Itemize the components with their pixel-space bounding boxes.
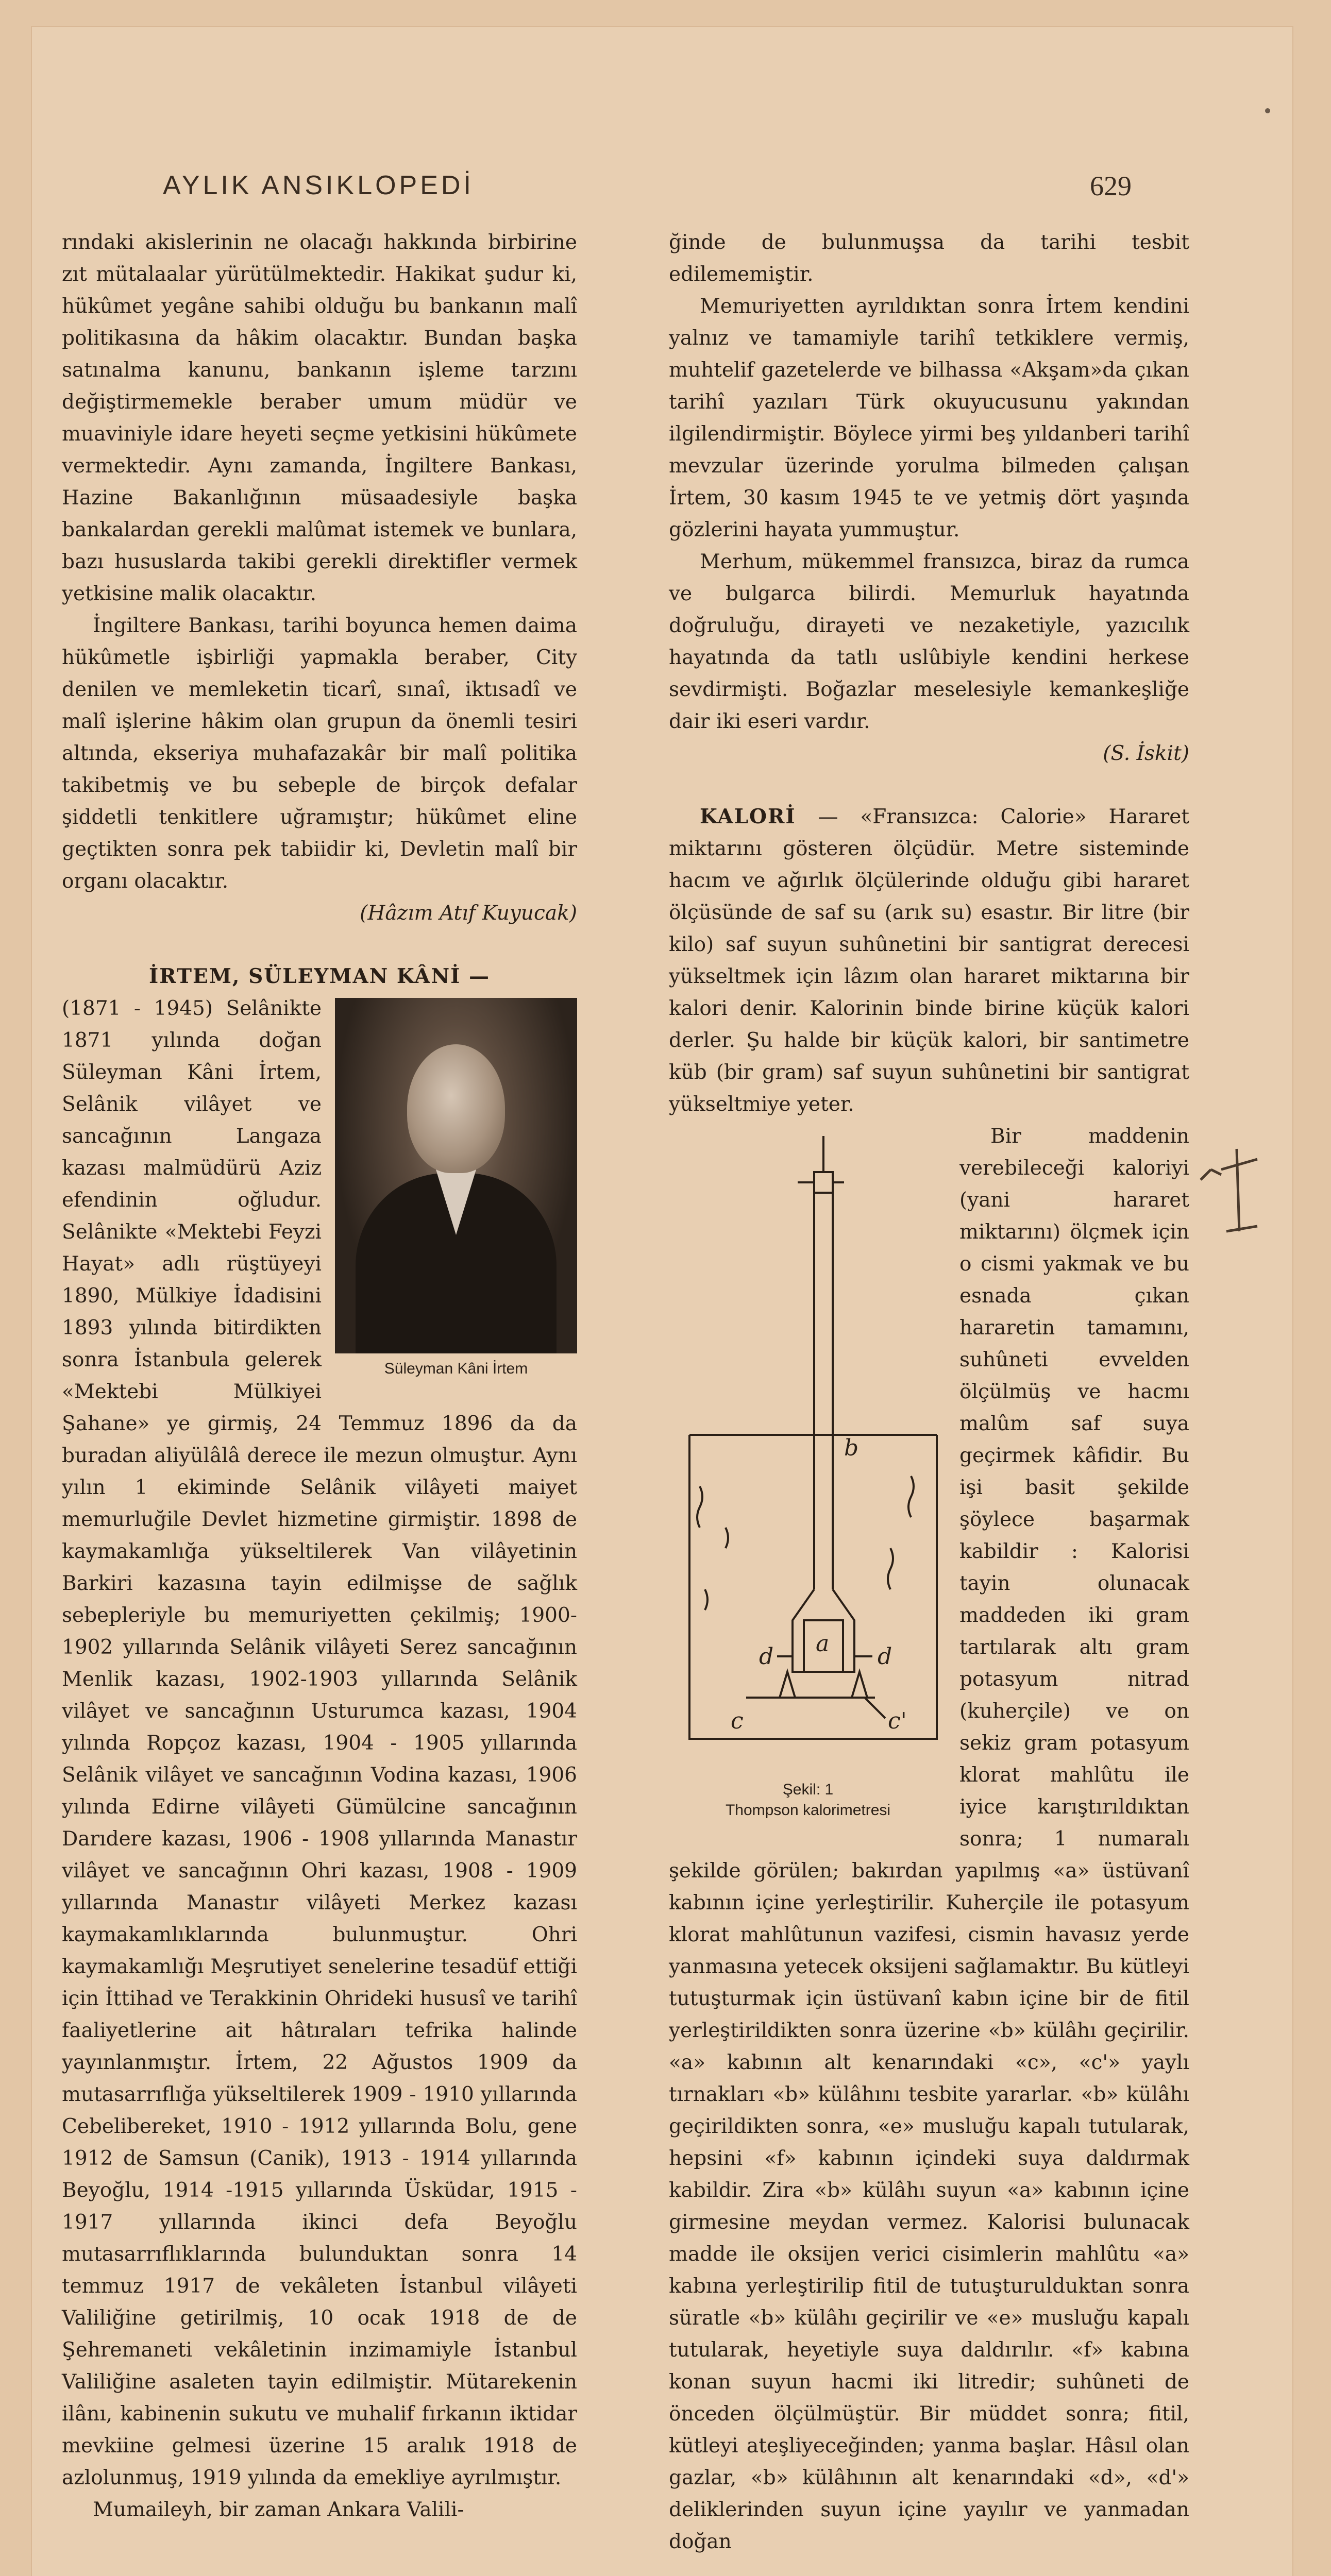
figure-title: Thompson kalorimetresi <box>725 1802 891 1819</box>
author-signature-1: (Hâzım Atıf Kuyucak) <box>360 902 577 925</box>
irtem-entry <box>62 960 577 2526</box>
label-b: b <box>844 1435 859 1461</box>
portrait-figure <box>335 998 577 1379</box>
irtem-paragraph-2: Mumaileyh, bir zaman Ankara Valili- <box>93 2498 464 2521</box>
portrait-photo <box>335 998 577 1353</box>
irtem-paragraph-1: (1871 - 1945) Selânikte 1871 yılında doğan Süleyman Kâni İrtem, Selânik vilâyet ve sancağının Langaza kazası malmüdürü Aziz efendinin oğludur. Selânikte «Mektebi Feyzi Hayat» adlı rüştüyeyi 1890, Mülkiye İdadisini 1893 yılında bitirdikten sonra İstanbula gelerek «Mektebi Mülkiyei Şahane» ye girmiş, 24 Temmuz 1896 da da buradan aliyülâlâ derece ile mezun olmuştur. Aynı yılın 1 ekiminde Selânik vilâyeti maiyet memurluğile Devlet hizmetine girmiştir. 1898 de kaymakamlığa yükseltilerek Van vilâyetinin Barkiri kazasına tayin edilmişse de sağlık sebepleriyle bu memuriyetten çekilmiş; 1900-1902 yıllarında Selânik vilâyeti Serez sancağının Menlik kazası, 1902-1903 yıllarında Selânik vilâyet ve sancağının Usturumca kazası, 1904 yılında Ropçoz kazası, 1904 - 1905 yıllarında Selânik vilâyet ve sancağının Vodina kazası, 1906 yılında Edirne vilâyeti Gümülcine sancağının Darıdere kazası, 1906 - 1908 yıllarında Manastır vilâyet ve sancağının Ohri kazası, 1908 - 1909 yıllarında Manastır vilâyeti Merkez kazası kaymakamlıklarında bulunmuştur. Ohri kaymakamlığı Meşrutiyet senelerine tesadüf ettiği için İttihad ve Terakkinin Ohrideki hususî ve tarihî faaliyetlerine ait hâtıraları tefrika halinde yayınlanmıştır. İrtem, 22 Ağustos 1909 da mutasarrıflığa yükseltilerek 1909 - 1910 yıllarında Cebelibereket, 1910 - 1912 yıllarında Bolu, gene 1912 de Samsun (Canik), 1913 - 1914 yıllarında Beyoğlu, 1914 -1915 yıllarında Üsküdar, 1915 - 1917 yıllarında ikinci defa Beyoğlu mutasarrıflıklarında bulunduktan sonra 14 temmuz 1917 de vekâleten İstanbul vilâyeti Valiliğine getirilmiş, 10 ocak 1918 de de Şehremaneti vekâletinin inzimamiyle İstanbul Valiliğine asaleten tayin edilmiştir. Mütarekenin ilânı, kabinenin sukutu ve muhalif fırkanın iktidar mevkiine gelmesi üzerine 15 aralık 1918 de azlolunmuş, 1919 yılında da emekliye ayrılmıştır. <box>62 997 577 2489</box>
label-a: a <box>816 1631 830 1657</box>
calorimeter-figure <box>669 1126 947 1847</box>
label-c: c <box>731 1708 744 1734</box>
label-d-prime: d <box>878 1643 892 1670</box>
irtem-paragraph-4: Merhum, mükemmel fransızca, biraz da rumca ve bulgarca bilirdi. Memurluk hayatında doğruluğu, dirayeti ve nezaketiyle, yazıcılık hayatında da tatlı uslûbiyle kendini herkese sevdirmişti. Boğazlar meselesiyle kemankeşliğe dair iki eseri vardır. <box>669 550 1189 733</box>
left-column <box>62 227 577 2526</box>
kalori-intro-text: — «Fransızca: Calorie» Hararet miktarını gösteren ölçüdür. Metre sisteminde hacım ve ağırlık ölçülerinde olduğu gibi hararet ölçüsünde de saf su (arık su) esastır. Bir litre (bir kilo) saf suyun suhûnetini bir santigrat derecesi yükseltmek için lâzım olan hararet miktarına bir kalori denir. Kalorinin binde birine küçük kalori derler. Şu halde bir küçük kalori, bir santimetre küb (bir gram) saf suyun suhûnetini bir santigrat yükseltmiye yeter. <box>669 805 1189 1116</box>
ink-dot <box>1265 108 1270 113</box>
author-signature-2: (S. İskit) <box>1103 742 1189 765</box>
kalori-intro <box>669 801 1189 1121</box>
pencil-margin-mark <box>1190 1139 1268 1242</box>
label-d: d <box>759 1643 774 1670</box>
calorimeter-diagram <box>669 1126 947 1770</box>
irtem-continued: ğinde de bulunmuşsa da tarihi tesbit edilememiştir. <box>669 231 1189 286</box>
page-header <box>163 170 1132 211</box>
journal-title: AYLIK ANSIKLOPEDİ <box>163 171 474 200</box>
kalori-paragraph-2: Bir maddenin verebileceği kaloriyi (yani hararet miktarını) ölçmek için o cismi yakmak ve bu esnada çıkan hararetin tamamını, suhûneti evvelden ölçülmüş ve hacmı malûm saf suya geçirmek kâfidir. Bu işi basit şekilde şöylece başarmak kabildir : Kalorisi tayin olunacak maddeden iki gram tartılarak altı gram potasyum nitrad (kuherçile) ve on sekiz gram potasyum klorat mahlûtu ile iyice karıştırıldıktan sonra; 1 numaralı şekilde görülen; bakırdan yapılmış «a» üstüvanî kabının içine yerleştirilir. Kuherçile ile potasyum klorat mahlûtunun vazifesi, cismin havasız yerde yanmasına yetecek oksijeni sağlamaktır. Bu kütleyi tutuşturmak için üstüvanî kabın içine bir de fitil yerleştirildikten sonra üzerine «b» külâhı geçirilir. «a» kabının alt kenarındaki «c», «c'» yaylı tırnakları «b» külâhını tesbite yararlar. «b» külâhı geçirildikten sonra, «e» musluğu kapalı tutularak, hepsini «f» kabının içindeki suya daldırmak kabildir. Zira «b» külâhı suyun «a» kabının içine girmesine meydan vermez. Kalorisi bulunacak madde ile oksijen verici cisimlerin mahlûtu «a» kabına yerleştirilip fitil de tutuşturulduktan sonra süratle «b» külâhı geçirilir ve «e» musluğu kapalı tutularak, heyetiyle suya daldırılır. «f» kabına konan suyun hacmi iki litredir; suhûneti de önceden ölçülmüştür. Bir müddet sonra; fitil, kütleyi ateşliyeceğinden; yanma başlar. Hâsıl olan gazlar, «b» külâhının alt kenarındaki «d», «d'» deliklerinden suyun içine yayılır ve yanmadan doğan <box>669 1125 1189 2553</box>
right-column <box>669 227 1189 2558</box>
kalori-heading: KALORİ <box>700 805 796 828</box>
irtem-heading-text: İRTEM, SÜLEYMAN KÂNİ — <box>149 964 490 988</box>
figure-caption <box>669 1780 947 1821</box>
bank-paragraph-1: rındaki akislerinin ne olacağı hakkında birbirine zıt mütalaalar yürütülmektedir. Hakikat şudur ki, hükûmet yegâne sahibi olduğu bu bankanın malî politikasına da hâkim olacaktır. Bundan başka satınalma kanunu, bankanın işleme tarzını değiştirmemekle beraber umum müdür ve muaviniyle idare heyeti seçme yetkisini hükûmete vermektedir. Aynı zamanda, İngiltere Bankası, Hazine Bakanlığının müsaadesiyle başka bankalardan gerekli malûmat istemek ve bunlara, bazı hususlarda takibi gerekli direktifler vermek yetkisine malik olacaktır. <box>62 231 577 605</box>
portrait-caption: Süleyman Kâni İrtem <box>384 1360 528 1377</box>
page-number: 629 <box>1090 171 1132 201</box>
bank-paragraph-2: İngiltere Bankası, tarihi boyunca hemen daima hükûmetle işbirliği yapmakla beraber, City denilen ve memleketin ticarî, sınaî, iktısadî ve malî işlerine hâkim olan grupun da önemli tesiri altında, ekseriya muhafazakâr bir malî politika takibetmiş ve bu sebeple de birçok defalar şiddetli tenkitlere uğramıştır; hükûmet eline geçtikten sonra pek tabiidir ki, Devletin malî bir organı olacaktır. <box>62 614 577 893</box>
irtem-paragraph-3: Memuriyetten ayrıldıktan sonra İrtem kendini yalnız ve tamamiyle tarihî tetkiklere vermiş, muhtelif gazetelerde ve bilhassa «Akşam»da çıkan tarihî yazıları Türk okuyucusunu yakından ilgilendirmiştir. Böylece yirmi beş yıldanberi tarihî mevzular üzerinde yorulma bilmeden çalışan İrtem, 30 kasım 1945 te ve yetmiş dört yaşında gözlerini hayata yummuştur. <box>669 295 1189 541</box>
figure-number: Şekil: 1 <box>782 1781 834 1798</box>
label-c-prime: c' <box>888 1708 907 1734</box>
irtem-heading <box>62 960 577 993</box>
